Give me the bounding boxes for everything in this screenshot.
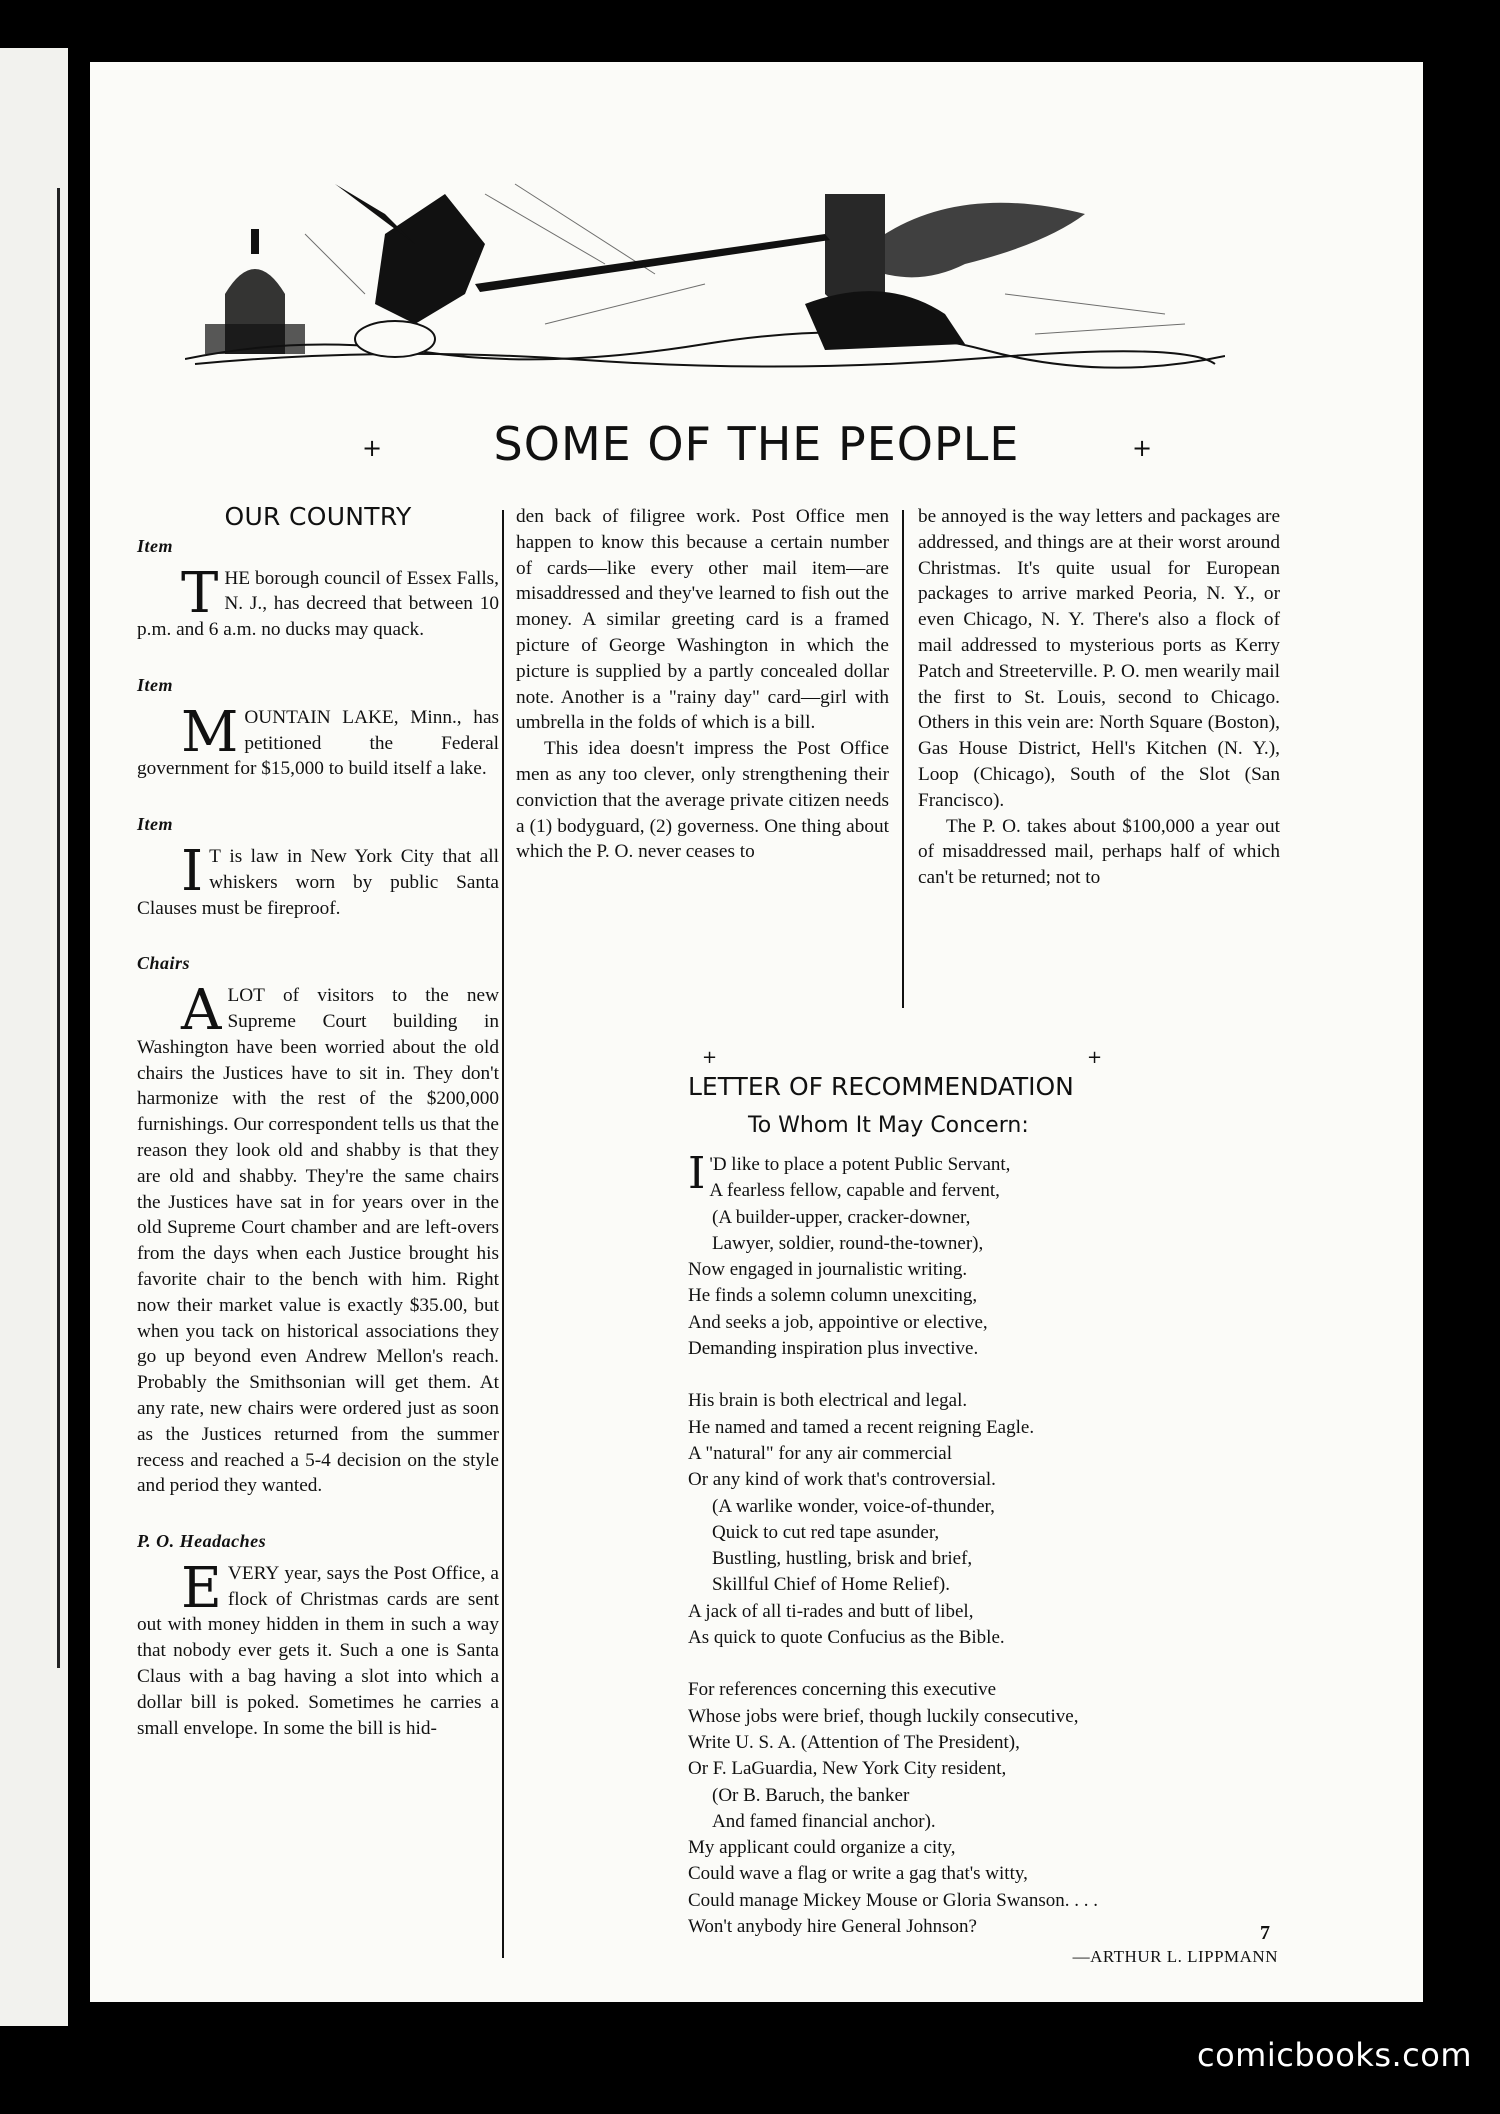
drop-cap: I bbox=[688, 1148, 706, 1199]
poem-line: Write U. S. A. (Attention of The President), bbox=[688, 1731, 1020, 1753]
drop-cap: E bbox=[181, 1555, 222, 1621]
poem-line: Or any kind of work that's controversial. bbox=[688, 1469, 996, 1491]
paragraph: den back of filigree work. Post Office men happen to know this because a certain number of cards—like every other mail item—are misaddressed and they've learned to fish out the money. A similar greeting card is a framed picture of George Washington in which the picture is supplied by a partly concealed dollar note. Another is a "rainy day" card—girl with umbrella in the folds of which is a bill. bbox=[516, 506, 889, 734]
drop-cap: M bbox=[181, 699, 239, 765]
column-rule-1 bbox=[502, 510, 504, 1958]
item-block bbox=[137, 673, 499, 782]
column-po-continued-2 bbox=[918, 504, 1280, 891]
letter-of-recommendation bbox=[688, 1072, 1288, 1971]
lead-caps: OUNTAIN LAKE, bbox=[244, 706, 399, 728]
item-block bbox=[137, 951, 499, 1499]
paragraph: This idea doesn't impress the Post Office men as any too clever, only strengthening their conviction that the average private citizen needs a (1) bodyguard, (2) governess. One thing about which the P. O. never ceases to bbox=[516, 738, 889, 863]
column-rule-2 bbox=[902, 510, 904, 1008]
ornament-left: + bbox=[702, 1047, 718, 1068]
item-block bbox=[137, 534, 499, 643]
poem-line: A fearless fellow, capable and fervent, bbox=[709, 1180, 1000, 1202]
paragraph: The P. O. takes about $100,000 a year out of misaddressed mail, perhaps half of which can't be returned; not to bbox=[918, 815, 1280, 889]
item-text: year, says the Post Office, a flock of Christmas cards are sent out with money hidden in them in such a way that nobody ever gets it. Such a one is Santa Claus with a bag having a slot into which a dollar bill is poked. Sometimes he carries a small envelope. In some the bill is hid- bbox=[137, 1562, 499, 1739]
poem-line: My applicant could organize a city, bbox=[688, 1837, 956, 1859]
item-block bbox=[137, 812, 499, 921]
poem-line: Or F. LaGuardia, New York City resident, bbox=[688, 1758, 1007, 1780]
header-illustration bbox=[185, 174, 1225, 370]
poem-line: Won't anybody hire General Johnson? bbox=[688, 1916, 977, 1938]
item-heading: Chairs bbox=[137, 953, 191, 974]
item-heading: P. O. Headaches bbox=[137, 1531, 267, 1552]
poem-line: He named and tamed a recent reigning Eagle. bbox=[688, 1416, 1035, 1438]
drop-cap: A bbox=[181, 978, 222, 1044]
item-text: borough council of Essex Falls, N. J., has decreed that between 10 p.m. and 6 a.m. no ducks may quack. bbox=[137, 567, 499, 641]
facing-page-edge bbox=[0, 48, 68, 2026]
title-ornament-left: + bbox=[362, 434, 383, 462]
poem-line: And famed financial anchor). bbox=[712, 1810, 936, 1832]
stanza bbox=[688, 1388, 1288, 1651]
poem-line: (A builder-upper, cracker-downer, bbox=[712, 1206, 971, 1228]
poem-line: Bustling, hustling, brisk and brief, bbox=[712, 1548, 973, 1570]
poem-line: His brain is both electrical and legal. bbox=[688, 1390, 968, 1412]
lead-caps: HE bbox=[224, 567, 251, 589]
poem-line: Whose jobs were brief, though luckily consecutive, bbox=[688, 1705, 1079, 1727]
poem-line: A "natural" for any air commercial bbox=[688, 1442, 952, 1464]
poem-body bbox=[688, 1148, 1288, 1971]
title-ornament-right: + bbox=[1132, 434, 1153, 462]
magazine-page bbox=[90, 62, 1423, 2002]
column-our-country bbox=[137, 504, 499, 1771]
signature: —ARTHUR L. LIPPMANN bbox=[1072, 1947, 1278, 1967]
item-text: of visitors to the new Supreme Court building in Washington have been worried about the old chairs the Justices have to sit in. They don't harmonize with the rest of the $200,000 furnishings. Our correspondent tells us that the reason they look old and shabby is that they are old and shabby. They're the same chairs the Justices have sat in for years over in the old Supreme Court chamber and are left-overs from the days when each Justice brought his favorite chair to the bench with him. Right now their market value is exactly $35.00, but when you tack on historical associations they go up beyond even Andrew Mellon's reach. Probably the Smithsonian will get them. At any rate, new chairs were ordered just as soon as the Justices returned from the summer recess and reached a 5-4 decision on the style and period they wanted. bbox=[137, 985, 499, 1497]
stanza bbox=[688, 1148, 1288, 1362]
poem-heading: LETTER OF RECOMMENDATION bbox=[688, 1072, 1074, 1101]
item-block bbox=[137, 1529, 499, 1741]
page-title: SOME OF THE PEOPLE bbox=[493, 417, 1020, 471]
drop-cap: T bbox=[181, 560, 219, 626]
item-text: is law in New York City that all whiskers worn by public Santa Clauses must be fireproof. bbox=[137, 845, 499, 919]
poem-line: Quick to cut red tape asunder, bbox=[712, 1521, 940, 1543]
ornament-right: + bbox=[1087, 1047, 1103, 1068]
poem-line: Could manage Mickey Mouse or Gloria Swanson. . . . bbox=[688, 1889, 1099, 1911]
poem-line: Demanding inspiration plus invective. bbox=[688, 1338, 979, 1360]
poem-line: A jack of all ti-rades and butt of libel, bbox=[688, 1600, 974, 1622]
poem-subheading: To Whom It May Concern: bbox=[748, 1113, 1029, 1138]
lead-caps: T bbox=[209, 845, 221, 867]
poem-line: And seeks a job, appointive or elective, bbox=[688, 1311, 988, 1333]
poem-line: (Or B. Baruch, the banker bbox=[712, 1784, 910, 1806]
poem-line: (A warlike wonder, voice-of-thunder, bbox=[712, 1495, 995, 1517]
poem-line: Lawyer, soldier, round-the-towner), bbox=[712, 1232, 984, 1254]
drop-cap: I bbox=[181, 838, 204, 904]
poem-line: He finds a solemn column unexciting, bbox=[688, 1285, 978, 1307]
item-heading: Item bbox=[137, 535, 173, 556]
item-text: Minn., has petitioned the Federal government for $15,000 to build itself a lake. bbox=[137, 706, 500, 780]
poem-line: For references concerning this executive bbox=[688, 1679, 997, 1701]
facing-page-rule bbox=[57, 188, 60, 1668]
poem-line: Could wave a flag or write a gag that's witty, bbox=[688, 1863, 1028, 1885]
watermark-brand: comicbooks.com bbox=[1196, 2036, 1472, 2074]
paragraph: be annoyed is the way letters and packages are addressed, and things are at their worst around Christmas. It's quite usual for European packages to arrive marked Peoria, N. Y., or even Chicago, N. Y. There's also a flock of mail addressed to mysterious ports as Kerry Patch and Streeterville. P. O. men wearily mail the first to St. Louis, second to Chicago. Others in this vein are: North Square (Boston), Gas House District, Hell's Kitchen (N. Y.), Loop (Chicago), South of the Slot (San Francisco). bbox=[918, 506, 1280, 811]
stanza bbox=[688, 1677, 1288, 1940]
item-heading: Item bbox=[137, 814, 173, 835]
lead-caps: VERY bbox=[227, 1562, 280, 1584]
section-heading: OUR COUNTRY bbox=[224, 502, 412, 531]
lead-caps: LOT bbox=[227, 985, 265, 1007]
page-number: 7 bbox=[1260, 1922, 1270, 1944]
poem-line: As quick to quote Confucius as the Bible. bbox=[688, 1627, 1005, 1649]
poem-line: Skillful Chief of Home Relief). bbox=[712, 1574, 950, 1596]
item-heading: Item bbox=[137, 674, 173, 695]
poem-line: I 'D like to place a potent Public Servant, bbox=[688, 1148, 1011, 1199]
poem-line: Now engaged in journalistic writing. bbox=[688, 1259, 968, 1281]
column-po-continued bbox=[516, 504, 889, 865]
